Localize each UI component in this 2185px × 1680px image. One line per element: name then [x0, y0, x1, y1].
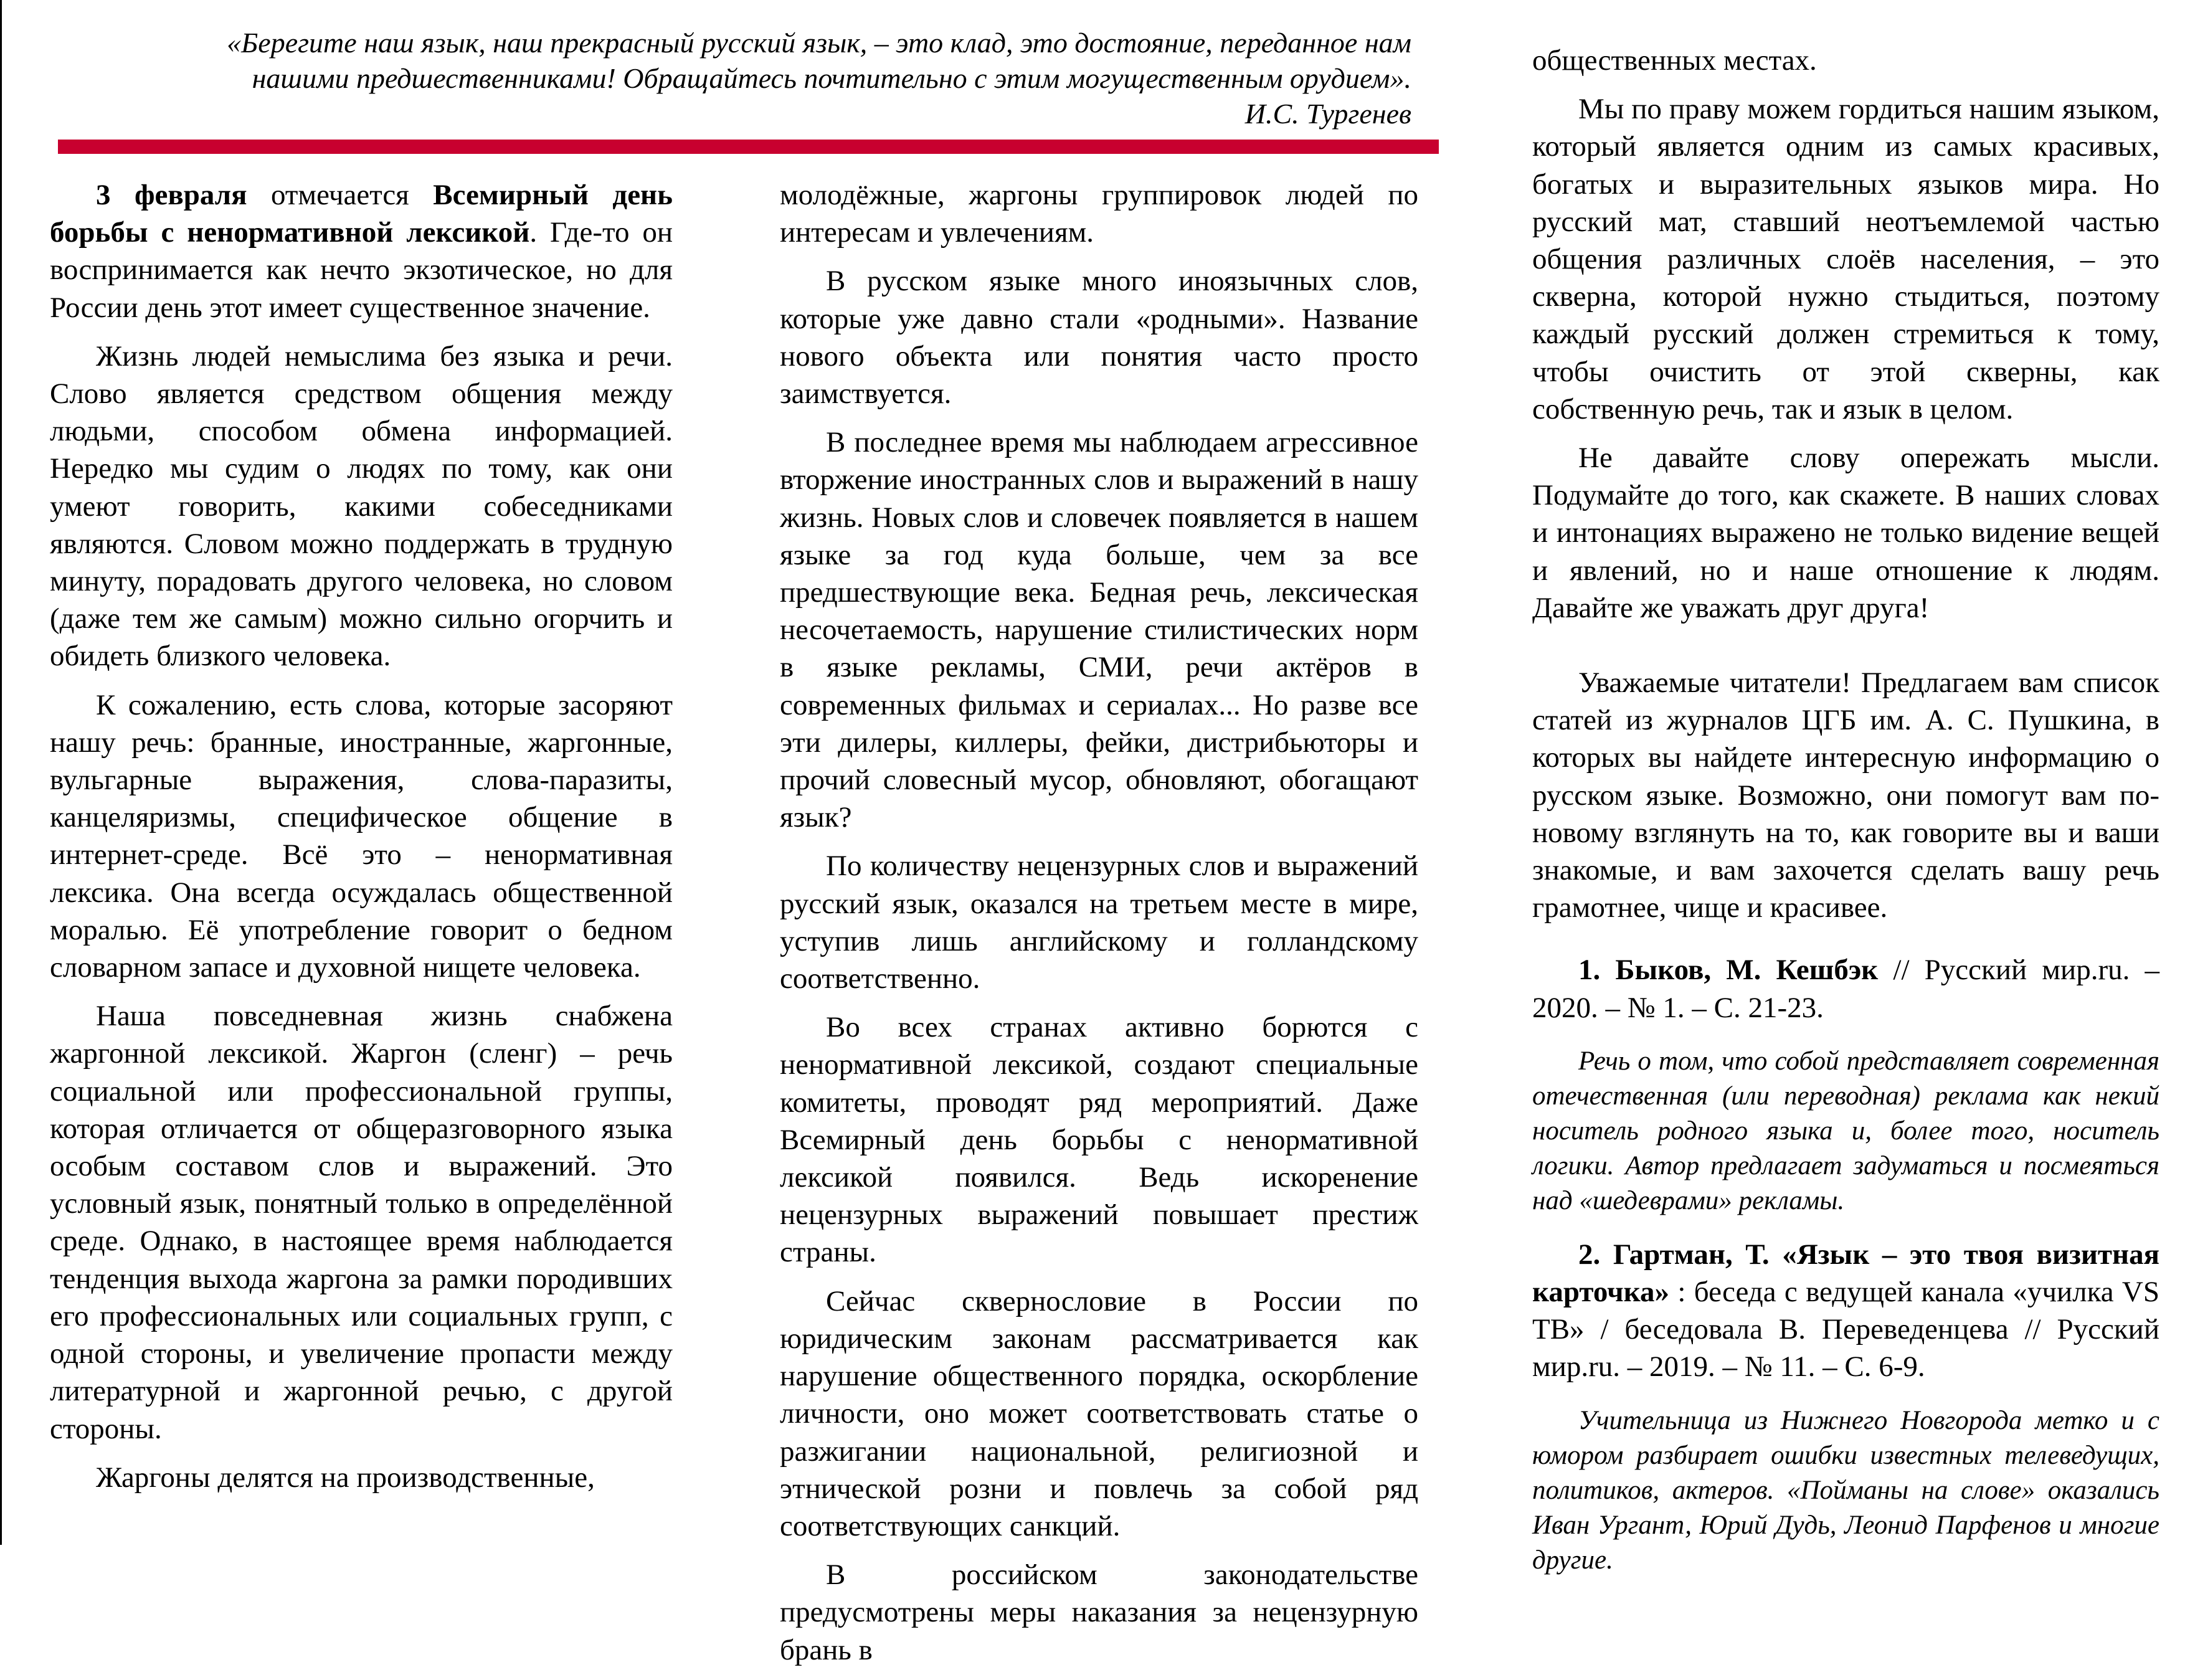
- paragraph-intro: [50, 176, 673, 326]
- intro-text-2: . Где-то он воспринимается как нечто экзотическое, но для России день этот имеет существенное значение.: [50, 216, 673, 324]
- reference-title: Быков, М. Кешбэк: [1615, 954, 1879, 987]
- reference-number: 1.: [1578, 954, 1601, 987]
- paragraph: Во всех странах активно борются с ненормативной лексикой, создают специальные комитеты, проводят ряд мероприятий. Даже Всемирный день борьбы с ненормативной лексикой появился. Ведь искоренение нецензурных выражений повышает престиж страны.: [780, 1011, 1418, 1269]
- reference-annotation-2: Учительница из Нижнего Новгорода метко и с юмором разбирает ошибки известных телеведущих, политиков, актеров. «Пойманы на слове» оказались Иван Ургант, Юрий Дудь, Леонид Парфенов и многие другие.: [1532, 1405, 2159, 1575]
- reference-title: Гартман, Т. «Язык – это твоя визитная карточка»: [1532, 1238, 2160, 1309]
- reference-item-2: [1532, 1236, 2159, 1386]
- page-edge-line: [0, 0, 2, 1545]
- reference-annotation-1: Речь о том, что собой представляет современная отечественная (или переводная) реклама как некий носитель родного языка и, более того, носитель логики. Автор предлагает задуматься и посмеяться над «шедеврами» рекламы.: [1532, 1046, 2159, 1215]
- paragraph-continued: общественных местах.: [1532, 44, 1817, 77]
- spacer: [1532, 638, 2159, 664]
- reference-number: 2.: [1578, 1238, 1601, 1271]
- paragraph: В российском законодательстве предусмотрены меры наказания за нецензурную брань в: [780, 1559, 1418, 1666]
- reference-item-1: [1532, 951, 2159, 1026]
- red-divider-bar: [58, 140, 1439, 154]
- event-name-highlight: Всемирный день борьбы с ненормативной лексикой: [50, 179, 673, 249]
- paragraph-continued: молодёжные, жаргоны группировок людей по интересам и увлечениям.: [780, 179, 1418, 249]
- paragraph: Жаргоны делятся на производственные,: [96, 1461, 595, 1494]
- article-column-right: [1532, 42, 2159, 1595]
- epigraph-line-2: нашими предшественниками! Обращайтесь почтительно с этим могущественным орудием».: [252, 62, 1411, 94]
- paragraph: Наша повседневная жизнь снабжена жаргонной лексикой. Жаргон (сленг) – речь социальной или профессиональной группы, которая отличается от общеразговорного языка особым составом слов и выражений. Это условный язык, понятный только в определённой среде. Однако, в настоящее время наблюдается тенденция выхода жаргона за рамки породивших его профессиональных или социальных групп, с одной стороны, и увеличение пропасти между литературной и жаргонной речью, с другой стороны.: [50, 1000, 673, 1445]
- paragraph: По количеству нецензурных слов и выражений русский язык, оказался на третьем месте в мире, уступив лишь английскому и голландскому соответственно.: [780, 850, 1418, 995]
- readers-invitation: Уважаемые читатели! Предлагаем вам список статей из журналов ЦГБ им. А. С. Пушкина, в которых вы найдете интересную информацию о русском языке. Возможно, они помогут вам по-новому взглянуть на то, как говорите вы и ваши знакомые, и вам захочется сделать вашу речь грамотнее, чище и красивее.: [1532, 667, 2159, 924]
- article-column-left: [50, 176, 673, 1507]
- date-highlight: 3 февраля: [96, 179, 247, 211]
- article-column-middle: [780, 176, 1418, 1680]
- paragraph: В последнее время мы наблюдаем агрессивное вторжение иностранных слов и выражений в нашу жизнь. Новых слов и словечек появляется в нашем языке за год куда больше, чем за все предшествующие века. Бедная речь, лексическая несочетаемость, нарушение стилистических норм в языке рекламы, СМИ, речи актёров в современных фильмах и сериалах... Но разве все эти дилеры, киллеры, фейки, дистрибьюторы и прочий словесный мусор, обновляют, обогащают язык?: [780, 426, 1418, 834]
- paragraph: К сожалению, есть слова, которые засоряют нашу речь: бранные, иностранные, жаргонные, вульгарные выражения, слова-паразиты, канцеляризмы, специфическое общение в интернет-среде. Всё это – ненормативная лексика. Она всегда осуждалась общественной моралью. Её употребление говорит о бедном словарном запасе и духовной нищете человека.: [50, 688, 673, 984]
- reference-details: : беседа с ведущей канала «училка VS ТВ» / беседовала В. Переведенцева // Русский мир.ru. – 2019. – № 11. – С. 6-9.: [1532, 1276, 2159, 1383]
- epigraph-line-1: «Берегите наш язык, наш прекрасный русский язык, – это клад, это достояние, переданное нам: [227, 27, 1411, 59]
- paragraph: Жизнь людей немыслима без языка и речи. Слово является средством общения между людьми, способом обмена информацией. Нередко мы судим о людях по тому, как они умеют говорить, какими собеседниками являются. Словом можно поддержать в трудную минуту, порадовать другого человека, но словом (даже тем же самым) можно сильно огорчить и обидеть близкого человека.: [50, 339, 673, 673]
- reference-list: [1532, 951, 2159, 1577]
- paragraph: Мы по праву можем гордиться нашим языком, который является одним из самых красивых, богатых и выразительных языков мира. Но русский мат, ставший неотъемлемой частью общения различных слоёв населения, – это скверна, которой нужно стыдиться, поэтому каждый русский должен стремиться к тому, чтобы очистить от этой скверны, как собственную речь, так и язык в целом.: [1532, 93, 2159, 425]
- epigraph-author: И.С. Тургенев: [1244, 98, 1411, 130]
- paragraph: В русском языке много иноязычных слов, которые уже давно стали «родными». Название нового объекта или понятия часто просто заимствуется.: [780, 265, 1418, 411]
- intro-text-1: отмечается: [247, 179, 434, 211]
- epigraph: [100, 25, 1411, 131]
- reference-details: // Русский мир.ru. – 2020. – № 1. – С. 21-23.: [1532, 954, 2159, 1024]
- paragraph: Не давайте слову опережать мысли. Подумайте до того, как скажете. В наших словах и интонациях выражено не только видение вещей и явлений, но и наше отношение к людям. Давайте же уважать друг друга!: [1532, 442, 2159, 624]
- paragraph: Сейчас сквернословие в России по юридическим законам рассматривается как нарушение общественного порядка, оскорбление личности, оно может соответствовать статье о разжигании национальной, религиозной и этнической розни и повлечь за собой ряд соответствующих санкций.: [780, 1284, 1418, 1542]
